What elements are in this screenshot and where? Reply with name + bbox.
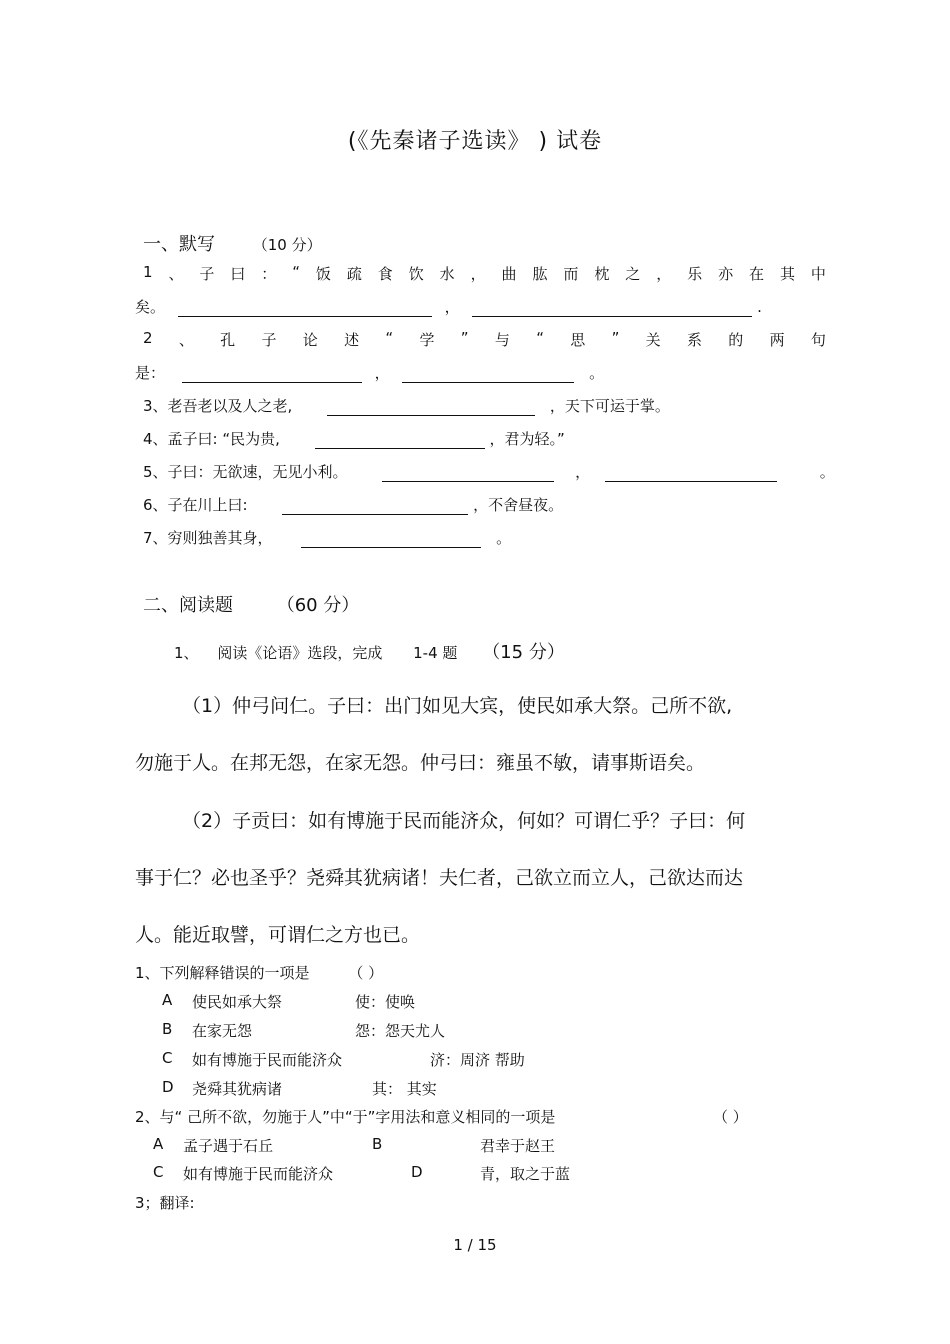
q1-char: 子 [199, 265, 215, 283]
mc1-stem: 1、下列解释错误的一项是 [135, 964, 310, 982]
q2-blank-1[interactable] [182, 364, 362, 383]
option-text: 君幸于赵王 [480, 1137, 556, 1155]
q2-char: 句 [810, 331, 826, 349]
q3-suffix: ，天下可运于掌。 [549, 397, 670, 415]
q7-prefix: 7、穷则独善其身， [143, 529, 273, 547]
q2-char: 孔 [220, 331, 236, 349]
q2-char: 2 [143, 329, 153, 347]
q2-char: 思 [570, 331, 586, 349]
q1-char: 疏 [346, 265, 362, 283]
mc2-option[interactable] [411, 1163, 571, 1183]
option-gloss: 济：周济 帮助 [430, 1051, 525, 1069]
q2-char: 学 [419, 331, 435, 349]
q2-char: 与 [494, 331, 510, 349]
mc2-stem: 2、与“ 己所不欲，勿施于人”中“于”字用法和意义相同的一项是 [135, 1108, 556, 1126]
option-gloss: 使：使唤 [355, 993, 416, 1011]
q5-end: 。 [819, 463, 835, 481]
q2-char: 两 [769, 331, 785, 349]
mc2-answer-paren[interactable]: （ ） [713, 1108, 748, 1126]
q2-sep: ， [374, 364, 390, 382]
q2-char: ” [460, 329, 469, 347]
section1-heading-text: 一、默写 [143, 234, 215, 255]
q1-char: 亦 [718, 265, 734, 283]
q2-char: 述 [344, 331, 360, 349]
sub-text: 阅读《论语》选段，完成 [217, 644, 383, 662]
mc1-option[interactable] [162, 1020, 446, 1040]
q2-line1 [143, 329, 826, 350]
q1-char: 、 [168, 265, 184, 283]
option-letter: C [162, 1049, 173, 1067]
q1-char: 饭 [315, 265, 331, 283]
section1-heading [143, 230, 322, 256]
q1-blank-2[interactable] [472, 298, 752, 317]
q2-char: 系 [686, 331, 702, 349]
q2-char: 论 [302, 331, 318, 349]
q3-line [143, 395, 670, 416]
q3-prefix: 3、老吾老以及人之老, [143, 397, 293, 415]
q2-line2 [135, 362, 604, 383]
q6-suffix: ，不舍昼夜。 [473, 496, 564, 514]
mc1-option[interactable] [162, 991, 416, 1011]
q1-char: 肱 [532, 265, 548, 283]
passage-line: 勿施于人。在邦无怨，在家无怨。仲弓曰：雍虽不敏，请事斯语矣。 [135, 752, 706, 774]
mc-question-2 [135, 1106, 815, 1127]
section2-heading [143, 591, 359, 617]
q7-line [143, 527, 511, 548]
q1-char: 而 [563, 265, 579, 283]
option-gloss: 怨：怨天尤人 [355, 1022, 446, 1040]
q7-blank[interactable] [301, 529, 481, 548]
option-gloss: 其： 其实 [372, 1080, 437, 1098]
q5-blank-1[interactable] [382, 463, 554, 482]
option-text: 青，取之于蓝 [480, 1165, 571, 1183]
q1-char: 在 [749, 265, 765, 283]
q1-line2 [135, 296, 762, 317]
q1-char: 1 [143, 263, 153, 281]
mc1-answer-paren[interactable]: （ ） [348, 964, 384, 982]
option-text: 在家无怨 [192, 1022, 253, 1040]
section1-score: （10 分） [252, 236, 322, 254]
sub-range: 1-4 题 [413, 644, 458, 662]
passage-line: 人。能近取譬，可谓仁之方也已。 [135, 924, 421, 946]
q6-blank[interactable] [282, 496, 468, 515]
q1-char: 曰 [230, 265, 246, 283]
q7-suffix: 。 [496, 529, 512, 547]
q4-blank[interactable] [315, 430, 485, 449]
option-letter: B [162, 1020, 173, 1038]
option-text: 如有博施于民而能济众 [183, 1165, 334, 1183]
reading-instruction [174, 638, 565, 664]
sub-score: （15 分） [482, 642, 565, 663]
q2-char: ” [611, 329, 620, 347]
q1-line1 [143, 263, 826, 284]
q4-line [143, 428, 565, 449]
q2-blank-2[interactable] [402, 364, 574, 383]
q1-blank-1[interactable] [178, 298, 432, 317]
q2-char: 关 [645, 331, 661, 349]
mc2-option[interactable] [372, 1135, 556, 1155]
option-text: 使民如承大祭 [192, 993, 283, 1011]
q1-char: 枕 [594, 265, 610, 283]
q1-char: 曲 [501, 265, 517, 283]
q1-prefix: 矣。 [135, 298, 166, 316]
option-text: 尧舜其犹病诸 [192, 1080, 283, 1098]
q1-char: ， [470, 265, 486, 283]
mc1-option[interactable] [162, 1078, 437, 1098]
q1-char: 其 [779, 265, 795, 283]
q2-char: 、 [178, 331, 194, 349]
option-letter: C [153, 1163, 164, 1181]
mc2-option[interactable] [153, 1163, 334, 1183]
section2-score: （60 分） [276, 595, 360, 616]
q5-prefix: 5、子曰：无欲速，无见小利。 [143, 463, 348, 481]
q6-prefix: 6、子在川上曰: [143, 496, 248, 514]
q4-prefix: 4、孟子曰: “民为贵, [143, 430, 280, 448]
q5-blank-2[interactable] [605, 463, 777, 482]
q2-char: “ [536, 329, 544, 347]
passage-line: 事于仁？必也圣乎？尧舜其犹病诸！夫仁者，己欲立而立人，己欲达而达 [135, 867, 744, 889]
q1-char: 乐 [687, 265, 703, 283]
option-text: 如有博施于民而能济众 [192, 1051, 343, 1069]
q5-sep: ， [575, 463, 591, 481]
q1-char: ： [261, 265, 277, 283]
option-letter: D [411, 1163, 423, 1181]
page-title: (《先秦诸子选读》 ) 试卷 [347, 129, 603, 154]
q6-line [143, 494, 563, 515]
q1-char: 饮 [408, 265, 424, 283]
q3-blank[interactable] [327, 397, 535, 416]
passage-line: （2）子贡曰：如有博施于民而能济众，何如？可谓仁乎？子曰：何 [182, 810, 746, 832]
q1-char: ， [656, 265, 672, 283]
q1-sep: ， [444, 298, 460, 316]
q2-char: 子 [261, 331, 277, 349]
q5-line [143, 461, 835, 482]
page-number: 1 / 15 [453, 1236, 497, 1254]
option-letter: A [153, 1135, 164, 1153]
q1-char: 食 [377, 265, 393, 283]
q1-char: 之 [625, 265, 641, 283]
q4-suffix: ，君为轻。” [489, 430, 565, 448]
section2-heading-text: 二、阅读题 [143, 595, 233, 616]
option-text: 孟子遇于石丘 [183, 1137, 274, 1155]
q2-prefix: 是： [135, 364, 166, 382]
passage-line: （1）仲弓问仁。子曰：出门如见大宾，使民如承大祭。己所不欲, [182, 695, 733, 717]
mc1-option[interactable] [162, 1049, 525, 1069]
q1-end: . [757, 298, 762, 316]
option-letter: B [372, 1135, 383, 1153]
q2-char: 的 [728, 331, 744, 349]
mc-question-1 [135, 962, 383, 983]
option-letter: A [162, 991, 173, 1009]
q1-char: 水 [439, 265, 455, 283]
mc2-option[interactable] [153, 1135, 274, 1155]
option-letter: D [162, 1078, 174, 1096]
q1-char: “ [292, 263, 300, 281]
q2-end: 。 [589, 364, 605, 382]
sub-number: 1、 [174, 644, 199, 662]
q2-char: “ [385, 329, 394, 347]
q3-translate-stem: 3；翻译: [135, 1194, 195, 1212]
q1-char: 中 [810, 265, 826, 283]
